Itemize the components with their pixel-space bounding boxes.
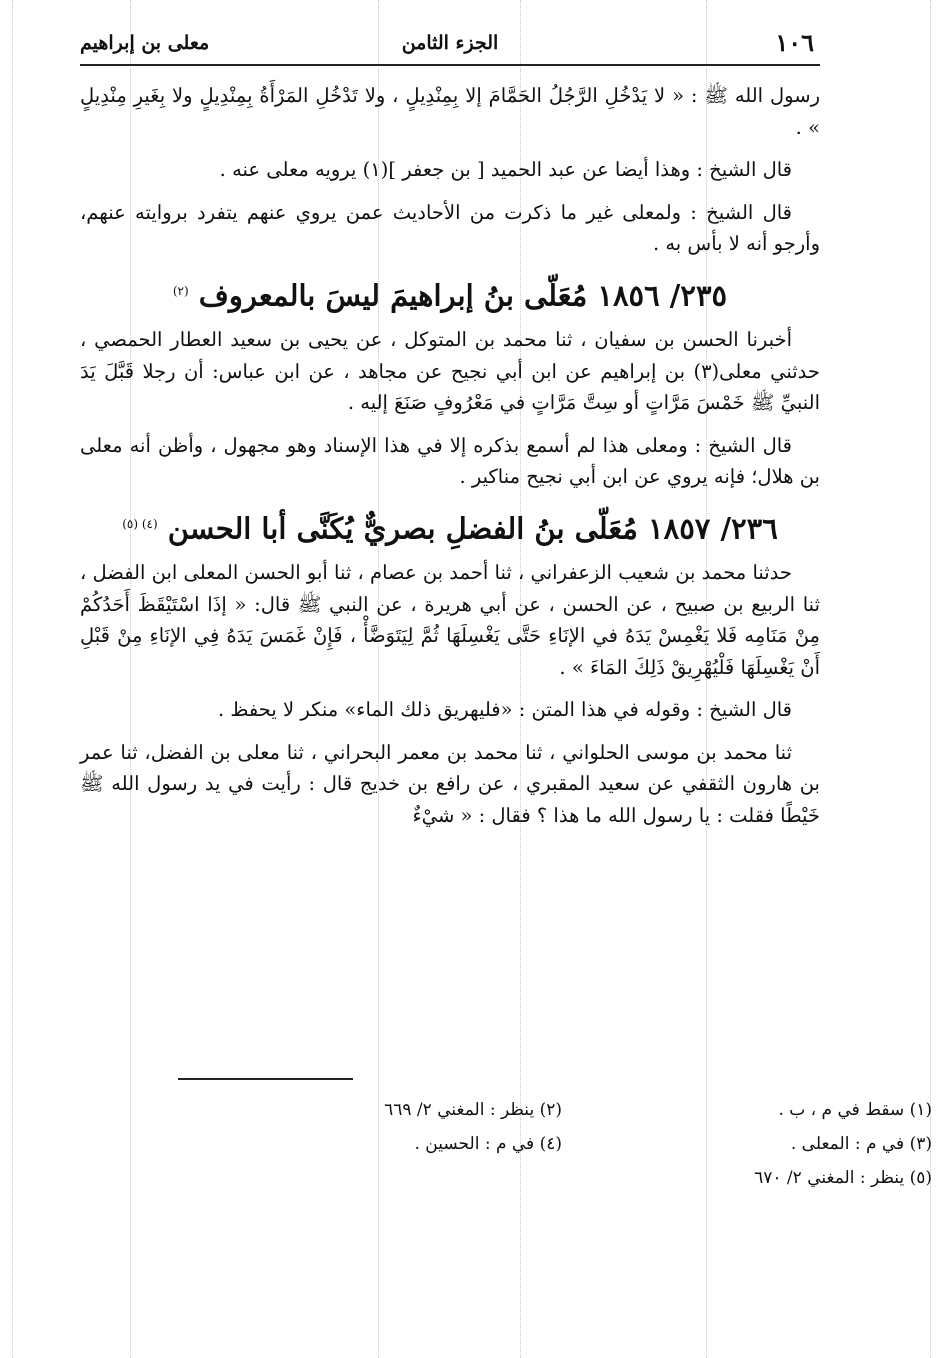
volume-title: الجزء الثامن — [401, 32, 499, 54]
entry-number: ٢٣٦/ ١٨٥٧ — [648, 511, 778, 546]
running-title: معلى بن إبراهيم — [80, 32, 210, 54]
footnote-ref: (٢) — [172, 283, 189, 298]
entry-heading — [80, 272, 820, 315]
book-page — [80, 28, 820, 831]
footnote-ref: (٤) (٥) — [122, 516, 158, 531]
footnotes — [0, 1100, 942, 1202]
paragraph: قال الشيخ : ولمعلى غير ما ذكرت من الأحاديث عمن يروي عنهم يتفرد بروايته عنهم، وأرجو أنه لا بأس به . — [80, 200, 820, 255]
paragraph: حدثنا محمد بن شعيب الزعفراني ، ثنا أحمد بن عصام ، ثنا أبو الحسن المعلى ابن الفضل ، ثنا الربيع بن صبيح ، عن الحسن ، عن أبي هريرة ، عن النبي ﷺ قال: « إذَا اسْتَيْقَظَ أَحَدُكُمْ مِنْ مَنَامِه فَلا يَغْمِسْ يَدَهُ في الإنَاءِ حَتَّى يَغْسِلَهَا ثُمَّ لِيَتَوَضَّأْ ، فَإِنْ غَمَسَ يَدَهُ فِي الإنَاءِ مِنْ قَبْلِ أَنْ يَغْسِلَهَا فَلْيُهْرِيقْ ذَلِكَ المَاءَ » . — [80, 561, 820, 679]
page-number: ١٠٦ — [775, 28, 814, 57]
paragraph: أخبرنا الحسن بن سفيان ، ثنا محمد بن المتوكل ، عن يحيى بن سعيد العطار الحمصي ، حدثني معلى(٣) بن إبراهيم عن ابن أبي نجيح عن مجاهد ، عن ابن عباس: أن رجلا قَبَّلَ يَدَ النبيِّ ﷺ خَمْسَ مَرَّاتٍ أو سِتَّ مَرَّاتٍ في مَعْرُوفٍ صَنَعَ إليه . — [80, 328, 820, 415]
entry-number: ٢٣٥/ ١٨٥٦ — [597, 278, 728, 313]
page-header — [80, 28, 820, 66]
footnote: (٢) ينظر : المغني ٢/ ٦٦٩ — [384, 1100, 562, 1120]
page-body — [80, 80, 820, 831]
footnote-divider — [178, 1078, 353, 1080]
entry-title: مُعَلّى بنُ الفضلِ بصريٌّ يُكَنَّى أبا الحسن — [167, 511, 638, 546]
footnote: (٣) في م : المعلى . — [790, 1134, 932, 1154]
paragraph: رسول الله ﷺ : « لا يَدْخُلِ الرَّجُلُ الحَمَّامَ إلا بِمِنْدِيلٍ ، ولا تَدْخُلِ المَرْأَةُ بِمِنْدِيلٍ ولا بِغَيرِ مِنْدِيلٍ » . — [80, 84, 820, 139]
paragraph: قال الشيخ : وهذا أيضا عن عبد الحميد [ بن جعفر ](١) يرويه معلى عنه . — [219, 158, 792, 181]
entry-heading — [80, 505, 820, 548]
entry-title: مُعَلّى بنُ إبراهيمَ ليسَ بالمعروف — [198, 278, 588, 313]
paragraph: قال الشيخ : ومعلى هذا لم أسمع بذكره إلا في هذا الإسناد وهو مجهول ، وأظن أنه معلى بن هلال؛ فإنه يروي عن ابن أبي نجيح مناكير . — [80, 433, 820, 489]
paragraph: ثنا محمد بن موسى الحلواني ، ثنا محمد بن معمر البحراني ، ثنا معلى بن الفضل، ثنا عمر بن هارون الثقفي عن سعيد المقبري ، عن رافع بن خديج قال : رأيت في يد رسول الله ﷺ خَيْطًا فقلت : يا رسول الله ما هذا ؟ فقال : « شيْءٌ — [80, 740, 820, 827]
paragraph: قال الشيخ : وقوله في هذا المتن : «فليهريق ذلك الماء» منكر لا يحفظ . — [218, 698, 792, 722]
footnote: (١) سقط في م ، ب . — [778, 1100, 932, 1120]
footnote: (٤) في م : الحسين . — [414, 1134, 562, 1154]
footnote: (٥) ينظر : المغني ٢/ ٦٧٠ — [754, 1168, 932, 1188]
